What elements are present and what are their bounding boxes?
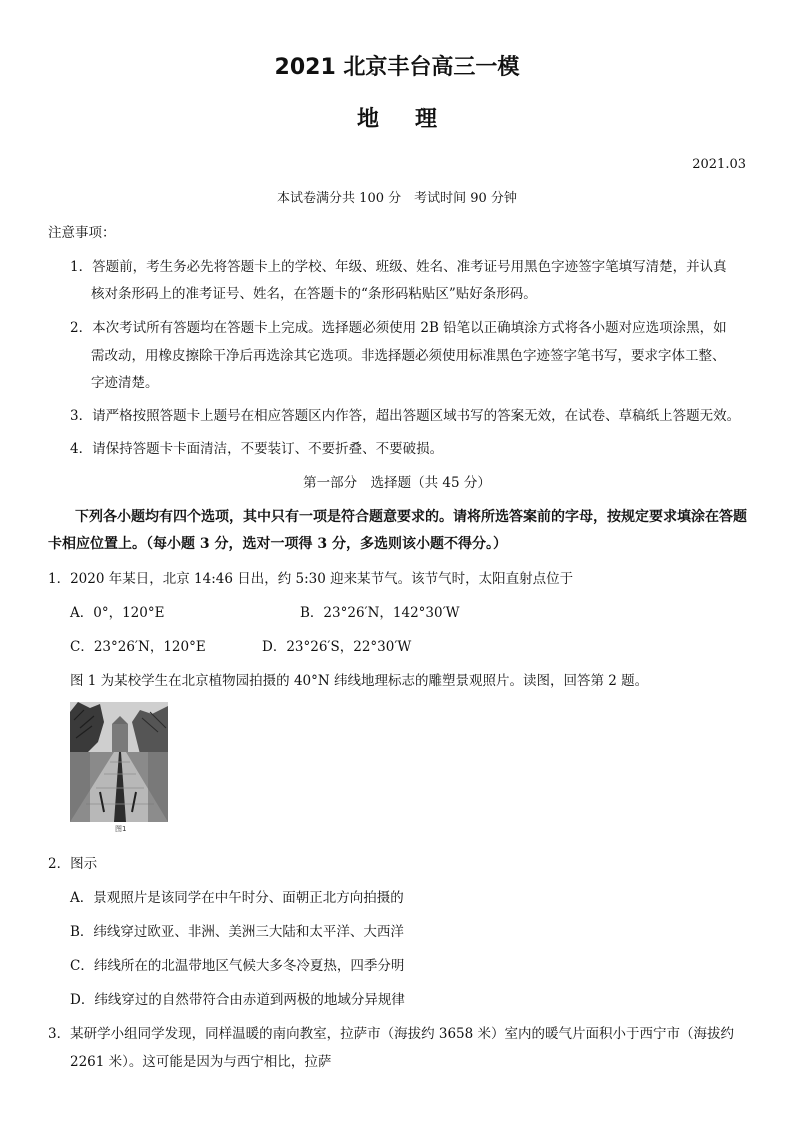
figure-1-caption: 图1 bbox=[115, 825, 127, 833]
question-3-line-1: 3．某研学小组同学发现，同样温暖的南向教室，拉萨市（海拔约 3658 米）室内的暖气片面积小于西宁市（海拔约 bbox=[48, 1026, 735, 1042]
notice-heading: 注意事项： bbox=[48, 225, 116, 241]
question-1-stem: 1．2020 年某日，北京 14:46 日出，约 5:30 迎来某节气。该节气时，太阳直射点位于 bbox=[48, 571, 574, 587]
question-1-option-b: B．23°26′N，142°30′W bbox=[300, 605, 460, 621]
question-2-stem: 2．图示 bbox=[48, 856, 98, 872]
notice-item-3: 3．请严格按照答题卡上题号在相应答题区内作答，超出答题区域书写的答案无效，在试卷、草稿纸上答题无效。 bbox=[70, 408, 741, 424]
question-2-option-c: C．纬线所在的北温带地区气候大多冬冷夏热，四季分明 bbox=[70, 958, 405, 974]
question-2-option-a: A．景观照片是该同学在中午时分、面朝正北方向拍摄的 bbox=[70, 890, 404, 906]
question-1-option-c: C．23°26′N，120°E bbox=[70, 639, 206, 655]
figure-1-intro: 图 1 为某校学生在北京植物园拍摄的 40°N 纬线地理标志的雕塑景观照片。读图，回答第 2 题。 bbox=[70, 673, 649, 689]
figure-1-photo bbox=[70, 702, 168, 822]
notice-item-4: 4．请保持答题卡卡面清洁，不要装订、不要折叠、不要破损。 bbox=[70, 441, 444, 457]
exam-title: 2021 北京丰台高三一模 bbox=[274, 55, 520, 80]
notice-item-1-line-1: 1．答题前，考生务必先将答题卡上的学校、年级、班级、姓名、准考证号用黑色字迹签字笔填写清楚，并认真 bbox=[70, 259, 727, 275]
question-2-option-b: B．纬线穿过欧亚、非洲、美洲三大陆和太平洋、大西洋 bbox=[70, 924, 404, 940]
section-instruction-line-1: 下列各小题均有四个选项，其中只有一项是符合题意要求的。请将所选答案前的字母，按规定要求填涂在答题 bbox=[75, 509, 747, 525]
notice-item-2-line-1: 2．本次考试所有答题均在答题卡上完成。选择题必须使用 2B 铅笔以正确填涂方式将各小题对应选项涂黑，如 bbox=[70, 320, 727, 336]
question-1-option-a: A．0°，120°E bbox=[70, 605, 165, 621]
notice-item-1-line-2: 核对条形码上的准考证号、姓名，在答题卡的“条形码粘贴区”贴好条形码。 bbox=[91, 286, 537, 302]
question-2-option-d: D．纬线穿过的自然带符合由赤道到两极的地域分异规律 bbox=[70, 992, 405, 1008]
exam-date: 2021.03 bbox=[692, 157, 746, 172]
exam-info: 本试卷满分共 100 分 考试时间 90 分钟 bbox=[277, 191, 517, 206]
question-1-option-d: D．23°26′S，22°30′W bbox=[262, 639, 412, 655]
notice-item-2-line-3: 字迹清楚。 bbox=[91, 375, 159, 391]
subject-title: 地理 bbox=[356, 107, 473, 132]
notice-item-2-line-2: 需改动，用橡皮擦除干净后再选涂其它选项。非选择题必须使用标准黑色字迹签字笔书写，要求字体工整、 bbox=[91, 348, 726, 364]
section-instruction-line-2: 卡相应位置上。（每小题 3 分，选对一项得 3 分，多选则该小题不得分。） bbox=[48, 536, 507, 552]
sculpture-photo-image bbox=[70, 702, 168, 822]
question-3-line-2: 2261 米）。这可能是因为与西宁相比，拉萨 bbox=[70, 1054, 332, 1070]
section-title: 第一部分 选择题（共 45 分） bbox=[303, 475, 491, 491]
